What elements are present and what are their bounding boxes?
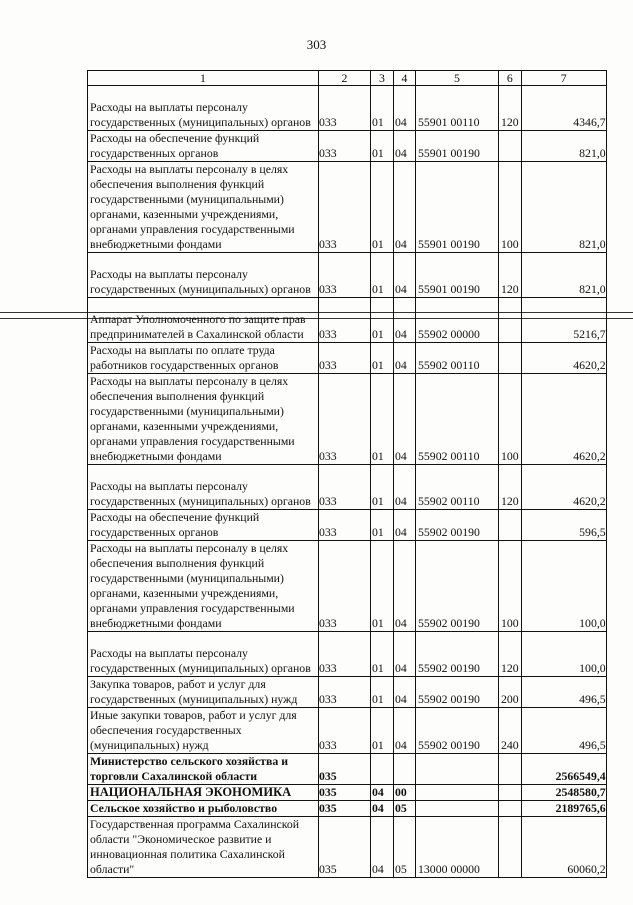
row-amount-cell: 4346,7 (521, 86, 606, 131)
row-subsection-cell: 04 (394, 510, 416, 541)
budget-table (87, 70, 607, 878)
header-cell-3: 3 (371, 71, 394, 86)
row-code-cell: 033 (319, 632, 371, 677)
row-type-cell (499, 801, 522, 817)
row-type-cell (499, 510, 522, 541)
table-row (88, 801, 607, 817)
row-section-cell (371, 754, 394, 785)
row-name-cell: Расходы на выплаты персоналу государственных (муниципальных) органов (88, 253, 319, 298)
row-name-cell: Расходы на выплаты персоналу в целях обеспечения выполнения функций государственными (муниципальными) органами, казенными учреждениями, органами управления государственными внебюджетными фондами (88, 541, 319, 632)
row-subsection-cell: 04 (394, 86, 416, 131)
row-type-cell (499, 817, 522, 878)
row-section-cell: 04 (371, 785, 394, 801)
row-section-cell: 04 (371, 817, 394, 878)
header-cell-4: 4 (394, 71, 416, 86)
row-program-cell (416, 801, 499, 817)
row-type-cell (499, 298, 522, 343)
row-name-cell: Закупка товаров, работ и услуг для государственных (муниципальных) нужд (88, 677, 319, 708)
row-code-cell: 035 (319, 817, 371, 878)
row-type-cell: 200 (499, 677, 522, 708)
row-program-cell: 55902 00110 (416, 465, 499, 510)
row-subsection-cell: 04 (394, 541, 416, 632)
row-subsection-cell: 04 (394, 632, 416, 677)
row-subsection-cell: 04 (394, 343, 416, 374)
table-row (88, 253, 607, 298)
row-section-cell: 01 (371, 632, 394, 677)
row-subsection-cell: 04 (394, 253, 416, 298)
table-row (88, 785, 607, 801)
row-name-cell: НАЦИОНАЛЬНАЯ ЭКОНОМИКА (88, 785, 319, 801)
row-code-cell: 033 (319, 465, 371, 510)
row-amount-cell: 60060,2 (521, 817, 606, 878)
row-amount-cell: 4620,2 (521, 374, 606, 465)
row-type-cell: 100 (499, 162, 522, 253)
row-amount-cell: 596,5 (521, 510, 606, 541)
row-program-cell: 55902 00110 (416, 343, 499, 374)
budget-table-body (88, 71, 607, 878)
header-cell-5: 5 (416, 71, 499, 86)
row-program-cell: 55902 00190 (416, 677, 499, 708)
row-amount-cell: 821,0 (521, 253, 606, 298)
row-type-cell: 120 (499, 632, 522, 677)
row-program-cell: 55901 00190 (416, 253, 499, 298)
table-row (88, 677, 607, 708)
row-amount-cell: 5216,7 (521, 298, 606, 343)
row-program-cell: 55902 00000 (416, 298, 499, 343)
row-name-cell: Аппарат Уполномоченного по защите прав предпринимателей в Сахалинской области (88, 298, 319, 343)
table-row (88, 817, 607, 878)
table-row (88, 632, 607, 677)
row-program-cell: 55902 00190 (416, 632, 499, 677)
row-code-cell: 033 (319, 541, 371, 632)
row-name-cell: Расходы на выплаты персоналу государственных (муниципальных) органов (88, 632, 319, 677)
row-type-cell: 240 (499, 708, 522, 754)
row-program-cell: 55901 00190 (416, 131, 499, 162)
header-cell-6: 6 (499, 71, 522, 86)
row-section-cell: 01 (371, 86, 394, 131)
row-subsection-cell: 04 (394, 298, 416, 343)
row-program-cell: 55902 00110 (416, 374, 499, 465)
row-name-cell: Министерство сельского хозяйства и торговли Сахалинской области (88, 754, 319, 785)
row-code-cell: 035 (319, 785, 371, 801)
row-amount-cell: 4620,2 (521, 465, 606, 510)
row-code-cell: 033 (319, 374, 371, 465)
row-section-cell: 01 (371, 541, 394, 632)
row-program-cell: 55901 00190 (416, 162, 499, 253)
row-section-cell: 01 (371, 298, 394, 343)
row-subsection-cell: 04 (394, 708, 416, 754)
row-subsection-cell: 04 (394, 374, 416, 465)
row-name-cell: Расходы на обеспечение функций государственных органов (88, 510, 319, 541)
row-name-cell: Расходы на выплаты по оплате труда работников государственных органов (88, 343, 319, 374)
row-code-cell: 033 (319, 253, 371, 298)
row-type-cell: 100 (499, 541, 522, 632)
row-section-cell: 01 (371, 162, 394, 253)
row-code-cell: 033 (319, 162, 371, 253)
row-section-cell: 01 (371, 253, 394, 298)
row-code-cell: 035 (319, 801, 371, 817)
table-row (88, 162, 607, 253)
row-section-cell: 01 (371, 465, 394, 510)
row-subsection-cell: 04 (394, 677, 416, 708)
table-row (88, 510, 607, 541)
row-section-cell: 01 (371, 374, 394, 465)
row-type-cell (499, 343, 522, 374)
row-subsection-cell: 04 (394, 162, 416, 253)
row-section-cell: 01 (371, 131, 394, 162)
row-subsection-cell (394, 754, 416, 785)
row-amount-cell: 496,5 (521, 708, 606, 754)
row-section-cell: 01 (371, 343, 394, 374)
row-code-cell: 033 (319, 677, 371, 708)
row-type-cell (499, 131, 522, 162)
row-code-cell: 035 (319, 754, 371, 785)
row-section-cell: 01 (371, 677, 394, 708)
row-code-cell: 033 (319, 343, 371, 374)
row-amount-cell: 2548580,7 (521, 785, 606, 801)
row-code-cell: 033 (319, 298, 371, 343)
row-section-cell: 04 (371, 801, 394, 817)
row-amount-cell: 821,0 (521, 131, 606, 162)
row-name-cell: Расходы на обеспечение функций государственных органов (88, 131, 319, 162)
row-code-cell: 033 (319, 131, 371, 162)
row-name-cell: Расходы на выплаты персоналу в целях обеспечения выполнения функций государственными (муниципальными) органами, казенными учреждениями, органами управления государственными внебюджетными фондами (88, 374, 319, 465)
table-header-row (88, 71, 607, 86)
row-subsection-cell: 00 (394, 785, 416, 801)
table-row (88, 343, 607, 374)
table-row (88, 86, 607, 131)
table-row (88, 374, 607, 465)
row-program-cell: 55902 00190 (416, 541, 499, 632)
row-code-cell: 033 (319, 708, 371, 754)
table-row (88, 708, 607, 754)
row-program-cell: 55902 00190 (416, 708, 499, 754)
header-cell-1: 1 (88, 71, 319, 86)
row-amount-cell: 100,0 (521, 541, 606, 632)
row-amount-cell: 2566549,4 (521, 754, 606, 785)
row-program-cell: 55902 00190 (416, 510, 499, 541)
row-subsection-cell: 05 (394, 801, 416, 817)
row-amount-cell: 2189765,6 (521, 801, 606, 817)
row-type-cell (499, 785, 522, 801)
row-type-cell: 120 (499, 86, 522, 131)
row-name-cell: Сельское хозяйство и рыболовство (88, 801, 319, 817)
row-section-cell: 01 (371, 708, 394, 754)
row-amount-cell: 4620,2 (521, 343, 606, 374)
row-program-cell (416, 785, 499, 801)
row-name-cell: Расходы на выплаты персоналу в целях обеспечения выполнения функций государственными (муниципальными) органами, казенными учреждениями, органами управления государственными внебюджетными фондами (88, 162, 319, 253)
row-program-cell: 55901 00110 (416, 86, 499, 131)
row-subsection-cell: 04 (394, 131, 416, 162)
row-type-cell: 120 (499, 465, 522, 510)
row-subsection-cell: 04 (394, 465, 416, 510)
header-cell-7: 7 (521, 71, 606, 86)
row-subsection-cell: 05 (394, 817, 416, 878)
row-section-cell: 01 (371, 510, 394, 541)
row-type-cell (499, 754, 522, 785)
row-name-cell: Государственная программа Сахалинской области "Экономическое развитие и инновационная политика Сахалинской области" (88, 817, 319, 878)
header-cell-2: 2 (319, 71, 371, 86)
table-row (88, 131, 607, 162)
page-number: 303 (306, 37, 327, 52)
row-type-cell: 100 (499, 374, 522, 465)
row-code-cell: 033 (319, 86, 371, 131)
row-code-cell: 033 (319, 510, 371, 541)
row-name-cell: Иные закупки товаров, работ и услуг для обеспечения государственных (муниципальных) нужд (88, 708, 319, 754)
row-name-cell: Расходы на выплаты персоналу государственных (муниципальных) органов (88, 86, 319, 131)
table-row (88, 541, 607, 632)
row-program-cell (416, 754, 499, 785)
row-amount-cell: 821,0 (521, 162, 606, 253)
row-program-cell: 13000 00000 (416, 817, 499, 878)
row-amount-cell: 496,5 (521, 677, 606, 708)
table-row (88, 298, 607, 343)
row-name-cell: Расходы на выплаты персоналу государственных (муниципальных) органов (88, 465, 319, 510)
table-row (88, 754, 607, 785)
row-amount-cell: 100,0 (521, 632, 606, 677)
row-type-cell: 120 (499, 253, 522, 298)
table-row (88, 465, 607, 510)
